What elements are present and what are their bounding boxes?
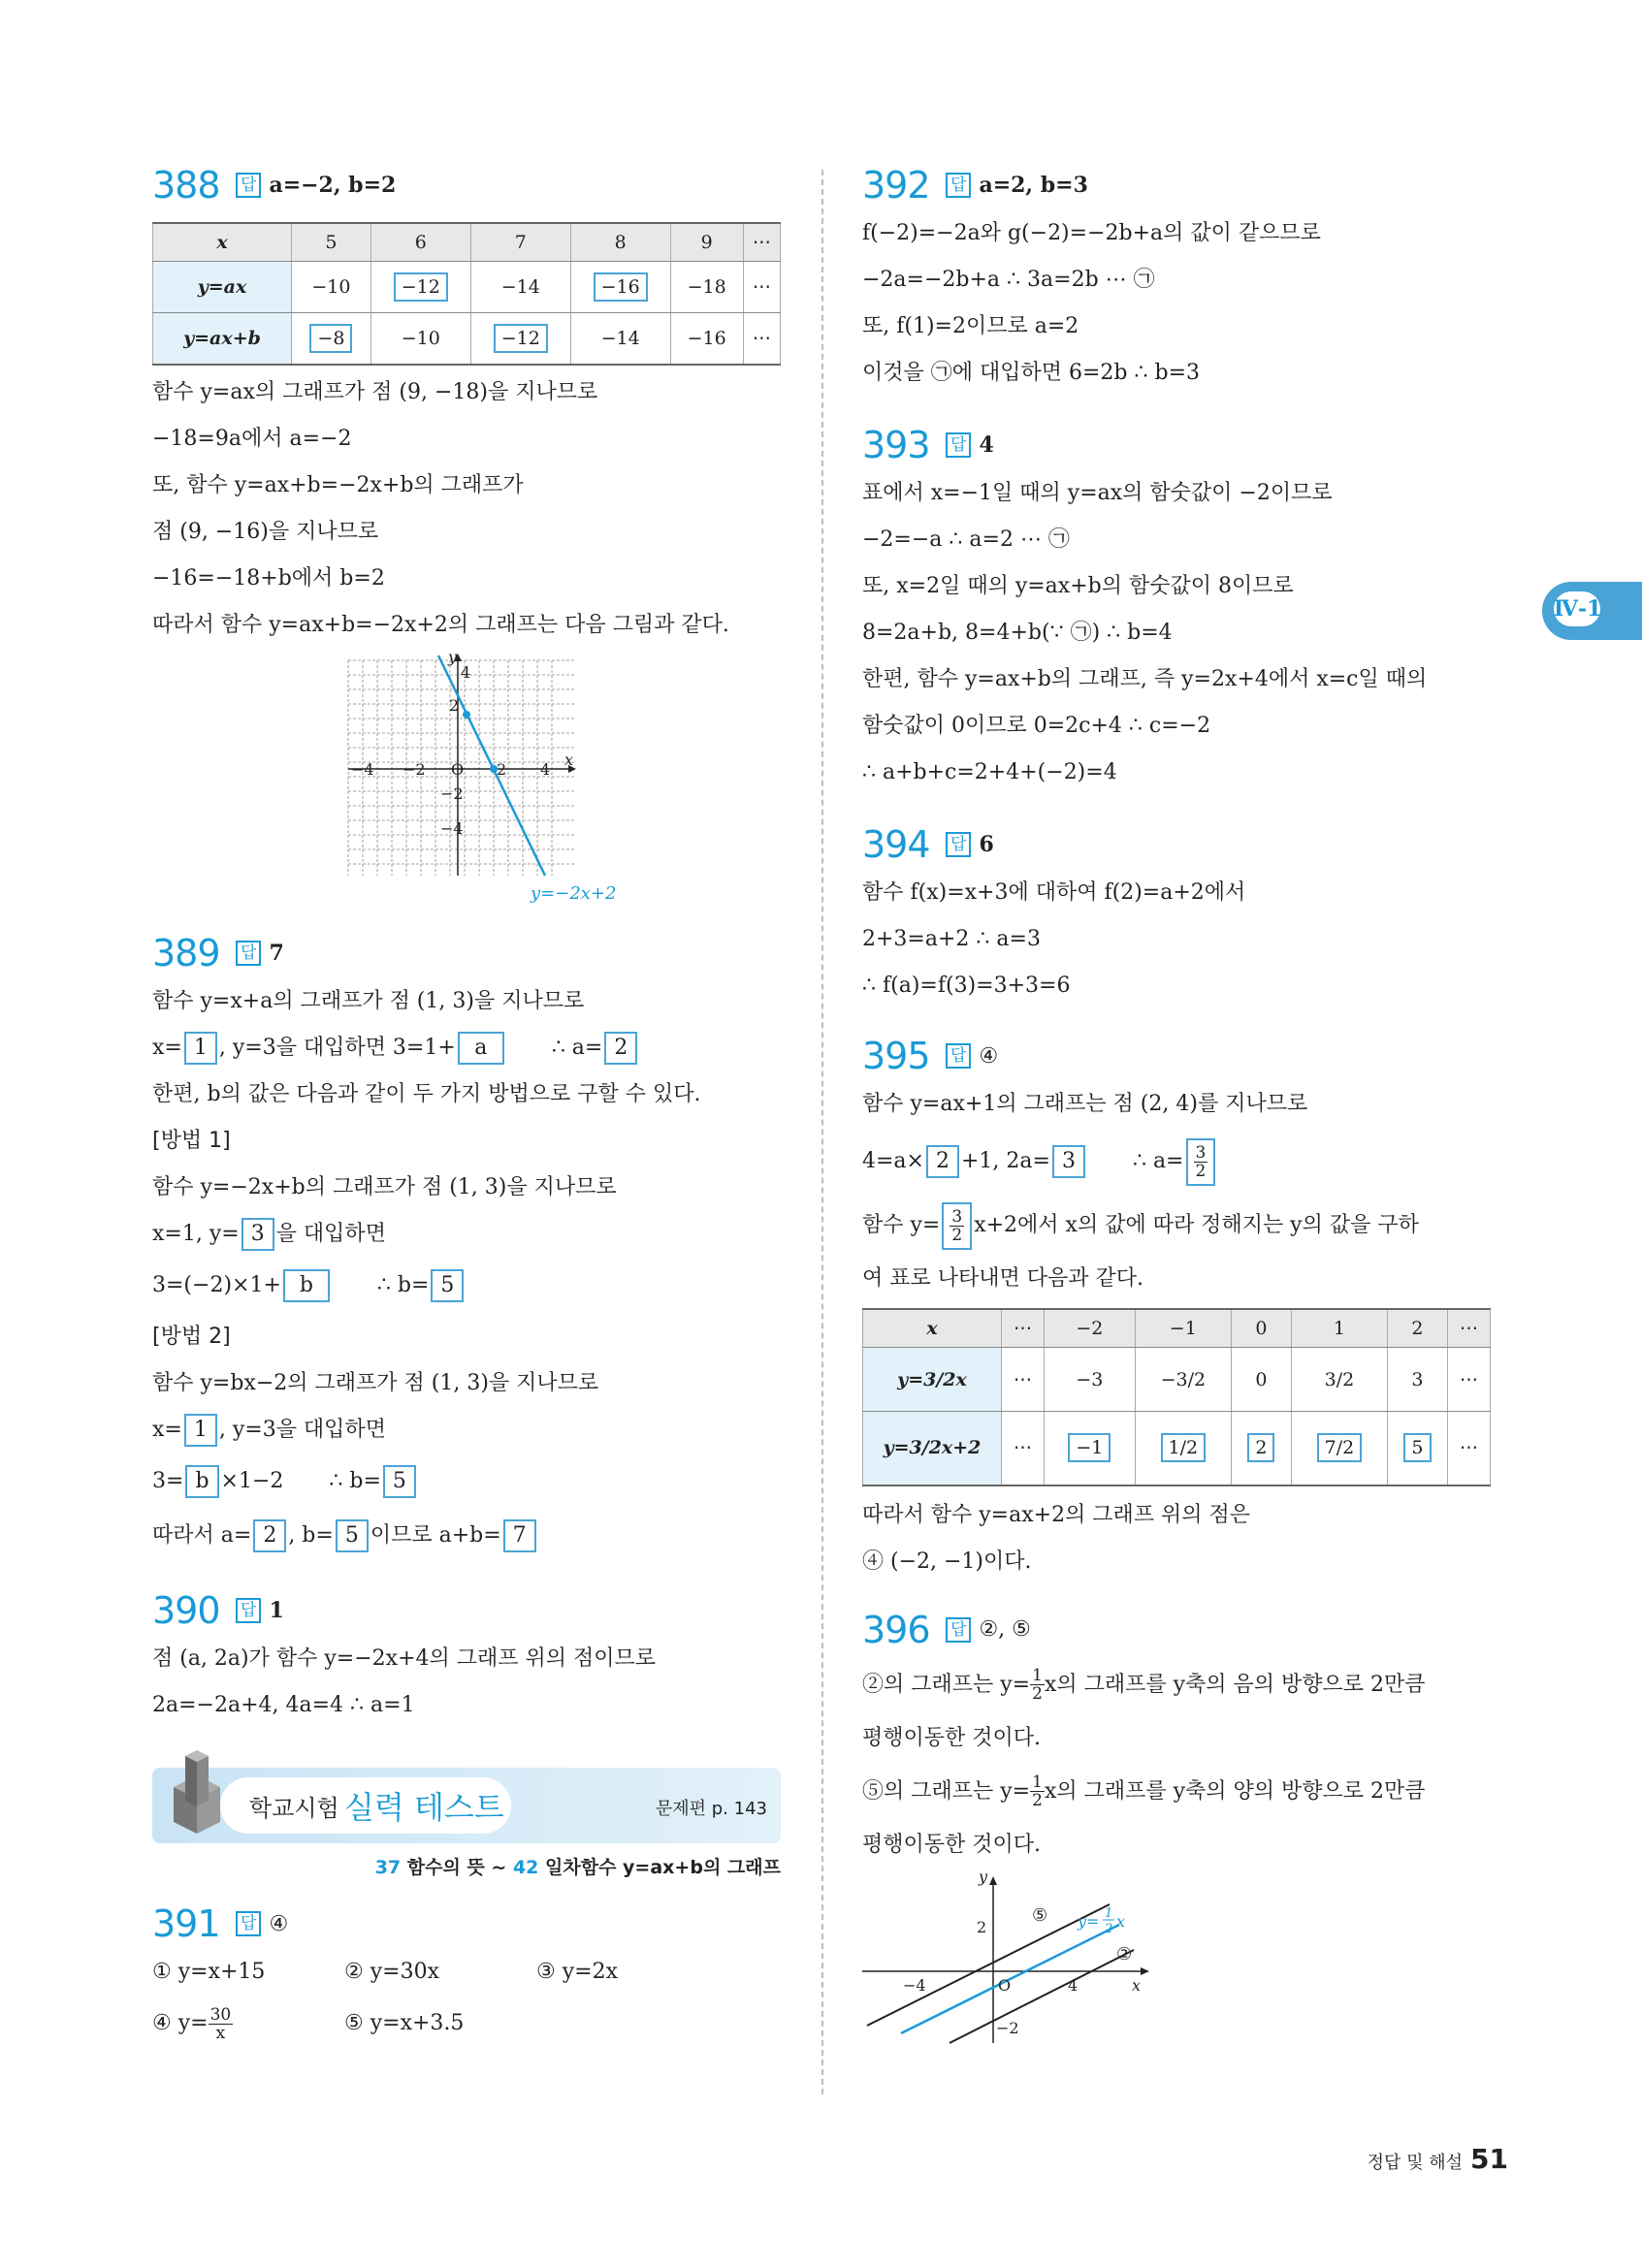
boxed-value: 7 bbox=[503, 1519, 536, 1552]
answer-text: ④ bbox=[979, 1043, 999, 1069]
fraction bbox=[1194, 1144, 1208, 1180]
svg-text:−4: −4 bbox=[351, 760, 374, 779]
denominator: x bbox=[215, 2023, 226, 2043]
numerator: 1 bbox=[1032, 1773, 1043, 1792]
svg-text:4: 4 bbox=[1068, 1975, 1079, 1995]
boxed-value: 7/2 bbox=[1317, 1433, 1363, 1462]
cell: 7 bbox=[470, 223, 570, 262]
text-line: ∴ a+b+c=2+4+(−2)=4 bbox=[862, 760, 1117, 784]
table-395 bbox=[862, 1308, 1491, 1486]
option bbox=[152, 1996, 344, 2052]
numerator: 30 bbox=[209, 2004, 232, 2025]
text: ×1−2 bbox=[220, 1469, 284, 1493]
text: ②의 그래프는 y= bbox=[862, 1672, 1031, 1697]
text: x+2에서 x의 값에 따라 정해지는 y의 값을 구하 bbox=[974, 1213, 1419, 1237]
svg-text:②: ② bbox=[1116, 1943, 1133, 1965]
text: ④ y= bbox=[152, 2011, 209, 2035]
problem-number: 393 bbox=[862, 424, 930, 466]
problem-390-header bbox=[152, 1585, 781, 1636]
cell bbox=[470, 313, 570, 366]
option: ② y=30x bbox=[344, 1960, 439, 1984]
cell: −3 bbox=[1044, 1348, 1135, 1412]
cell: x bbox=[863, 1309, 1002, 1348]
problem-number: 394 bbox=[862, 823, 930, 866]
cell: y=ax bbox=[153, 262, 292, 313]
svg-text:−2: −2 bbox=[996, 2018, 1019, 2037]
text: ∴ a= bbox=[1132, 1149, 1184, 1173]
cell: 3/2 bbox=[1291, 1348, 1387, 1412]
text: 따라서 a= bbox=[152, 1523, 252, 1548]
cell: −18 bbox=[670, 262, 743, 313]
table-row bbox=[153, 262, 781, 313]
cell: −16 bbox=[670, 313, 743, 366]
svg-text:x: x bbox=[1132, 1975, 1142, 1995]
text-line: −18=9a에서 a=−2 bbox=[152, 427, 352, 451]
text-line: 함수 y=−2x+b의 그래프가 점 (1, 3)을 지나므로 bbox=[152, 1175, 617, 1199]
text-line: 함수 y=ax의 그래프가 점 (9, −18)을 지나므로 bbox=[152, 380, 598, 404]
table-row bbox=[863, 1348, 1491, 1412]
text-line: 함수 y=bx−2의 그래프가 점 (1, 3)을 지나므로 bbox=[152, 1371, 599, 1395]
problem-392-header bbox=[862, 160, 1491, 210]
cell: ⋯ bbox=[743, 223, 780, 262]
cell: −3/2 bbox=[1135, 1348, 1231, 1412]
svg-text:2: 2 bbox=[1105, 1921, 1113, 1936]
svg-text:y: y bbox=[448, 651, 458, 666]
text-line: 또, f(1)=2이므로 a=2 bbox=[862, 314, 1079, 338]
boxed-value: 5 bbox=[1403, 1433, 1431, 1462]
cell bbox=[1044, 1412, 1135, 1485]
answer-badge: 답 bbox=[236, 173, 261, 198]
axis-labels bbox=[903, 1870, 1141, 2037]
cell: ⋯ bbox=[1002, 1309, 1045, 1348]
text: ∴ b= bbox=[376, 1273, 430, 1297]
subtitle-text: 일차함수 y=ax+b의 그래프 bbox=[538, 1857, 781, 1878]
text-line: 2+3=a+2 ∴ a=3 bbox=[862, 927, 1041, 951]
text-line: 따라서 함수 y=ax+2의 그래프 위의 점은 bbox=[862, 1502, 1251, 1527]
subtitle-num: 37 bbox=[374, 1857, 402, 1878]
svg-text:2: 2 bbox=[497, 760, 507, 779]
cell: 3 bbox=[1387, 1348, 1447, 1412]
answer-text: a=2, b=3 bbox=[979, 173, 1088, 198]
method-label: [방법 2] bbox=[152, 1325, 231, 1349]
boxed-value: a bbox=[458, 1032, 504, 1065]
problem-389-header bbox=[152, 928, 781, 978]
text-line: ∴ f(a)=f(3)=3+3=6 bbox=[862, 974, 1071, 998]
boxed-value: b bbox=[283, 1269, 330, 1302]
cell: −14 bbox=[570, 313, 670, 366]
svg-text:O: O bbox=[998, 1975, 1012, 1995]
fraction bbox=[1030, 1667, 1045, 1703]
text-line: 한편, b의 값은 다음과 같이 두 가지 방법으로 구할 수 있다. bbox=[152, 1082, 701, 1106]
numerator: 3 bbox=[951, 1206, 963, 1227]
answer-badge: 답 bbox=[946, 1043, 971, 1069]
cell: −10 bbox=[292, 262, 371, 313]
method-label: [방법 1] bbox=[152, 1129, 231, 1153]
text: , y=3을 대입하면 3=1+ bbox=[218, 1036, 456, 1060]
problem-number: 396 bbox=[862, 1608, 930, 1651]
problem-number: 388 bbox=[152, 164, 220, 207]
cell: 5 bbox=[292, 223, 371, 262]
cell: 1 bbox=[1291, 1309, 1387, 1348]
cell: x bbox=[153, 223, 292, 262]
option: ⑤ y=x+3.5 bbox=[344, 2011, 465, 2035]
svg-text:−4: −4 bbox=[903, 1975, 926, 1995]
text: 함수 y= bbox=[862, 1213, 941, 1237]
axis-labels bbox=[351, 651, 573, 838]
text-line bbox=[152, 1258, 781, 1314]
problem-number: 390 bbox=[152, 1589, 220, 1632]
cell bbox=[370, 262, 470, 313]
denominator: 2 bbox=[1032, 1684, 1043, 1704]
problem-number: 395 bbox=[862, 1035, 930, 1077]
text-line: 함수 y=ax+1의 그래프는 점 (2, 4)를 지나므로 bbox=[862, 1092, 1308, 1116]
text-line: f(−2)=−2a와 g(−2)=−2b+a의 값이 같으므로 bbox=[862, 221, 1321, 245]
graph-396 bbox=[862, 1870, 1182, 2045]
problem-396-header bbox=[862, 1605, 1491, 1655]
text-line bbox=[862, 1655, 1491, 1715]
text: 이므로 a+b= bbox=[370, 1523, 501, 1548]
cell bbox=[1387, 1412, 1447, 1485]
text: ∴ b= bbox=[329, 1469, 381, 1493]
text: x의 그래프를 y축의 양의 방향으로 2만큼 bbox=[1044, 1778, 1426, 1804]
text-line: 이것을 ㉠에 대입하면 6=2b ∴ b=3 bbox=[862, 361, 1201, 385]
boxed-value: −12 bbox=[494, 324, 548, 353]
table-header-row bbox=[153, 223, 781, 262]
cell: y=ax+b bbox=[153, 313, 292, 366]
text-line: 8=2a+b, 8=4+b(∵ ㉠) ∴ b=4 bbox=[862, 621, 1173, 645]
footer-text: 정답 및 해설 bbox=[1367, 2153, 1464, 2173]
boxed-value: 2 bbox=[1247, 1433, 1274, 1462]
svg-text:⑤: ⑤ bbox=[1032, 1904, 1048, 1926]
boxed-value: 2 bbox=[253, 1519, 286, 1552]
boxed-value: b bbox=[185, 1465, 218, 1498]
cell: y=3/2x+2 bbox=[863, 1412, 1002, 1485]
text-line: 평행이동한 것이다. bbox=[862, 1832, 1042, 1857]
svg-text:4: 4 bbox=[540, 760, 551, 779]
cell: 9 bbox=[670, 223, 743, 262]
cell: 0 bbox=[1231, 1348, 1291, 1412]
text: ⑤의 그래프는 y= bbox=[862, 1778, 1031, 1804]
svg-text:4: 4 bbox=[461, 663, 471, 682]
boxed-value: 2 bbox=[926, 1145, 959, 1178]
text: 3=(−2)×1+ bbox=[152, 1273, 281, 1297]
problem-395-header bbox=[862, 1031, 1491, 1081]
svg-text:x: x bbox=[564, 751, 574, 769]
answer-badge: 답 bbox=[946, 1617, 971, 1643]
text-line: −2=−a ∴ a=2 ⋯ ㉠ bbox=[862, 527, 1070, 552]
boxed-value: 2 bbox=[604, 1032, 637, 1065]
answer-text: 6 bbox=[979, 832, 994, 857]
cell: −2 bbox=[1044, 1309, 1135, 1348]
boxed-value: 1 bbox=[184, 1032, 217, 1065]
cell bbox=[570, 262, 670, 313]
text-line: 함수 f(x)=x+3에 대하여 f(2)=a+2에서 bbox=[862, 880, 1246, 905]
text: x= bbox=[152, 1418, 182, 1442]
text-line: 함숫값이 0이므로 0=2c+4 ∴ c=−2 bbox=[862, 714, 1211, 738]
options-line bbox=[152, 1949, 781, 1996]
option: ③ y=2x bbox=[536, 1960, 618, 1984]
cell: ⋯ bbox=[1448, 1412, 1491, 1485]
text-line bbox=[152, 1453, 781, 1510]
boxed-value: −12 bbox=[394, 272, 448, 302]
denominator: 2 bbox=[1032, 1791, 1043, 1810]
table-row bbox=[153, 313, 781, 366]
svg-text:−2: −2 bbox=[440, 784, 464, 803]
cell: 8 bbox=[570, 223, 670, 262]
answer-badge: 답 bbox=[236, 1598, 261, 1623]
answer-badge: 답 bbox=[946, 173, 971, 198]
chapter-tab-label: Ⅳ-1 bbox=[1554, 591, 1600, 626]
section-subtitle bbox=[152, 1853, 781, 1879]
text: , y=3을 대입하면 bbox=[218, 1418, 386, 1442]
boxed-value: −8 bbox=[309, 324, 352, 353]
answer-text: ②, ⑤ bbox=[979, 1617, 1031, 1642]
cell bbox=[292, 313, 371, 366]
svg-text:−4: −4 bbox=[440, 819, 464, 838]
text-line: ④ (−2, −1)이다. bbox=[862, 1549, 1032, 1574]
cell: ⋯ bbox=[1002, 1412, 1045, 1485]
problem-391-header bbox=[152, 1899, 781, 1949]
x-arrow-icon bbox=[1141, 1967, 1149, 1975]
cell bbox=[1135, 1412, 1231, 1485]
subtitle-text: 함수의 뜻 ~ bbox=[401, 1857, 513, 1878]
text-line: 또, 함수 y=ax+b=−2x+b의 그래프가 bbox=[152, 473, 524, 497]
cell: −1 bbox=[1135, 1309, 1231, 1348]
svg-text:O: O bbox=[451, 760, 465, 779]
cell: −14 bbox=[470, 262, 570, 313]
answer-badge: 답 bbox=[236, 1911, 261, 1936]
cell bbox=[1231, 1412, 1291, 1485]
answer-text: a=−2, b=2 bbox=[269, 173, 397, 198]
numerator: 1 bbox=[1032, 1666, 1043, 1685]
page-number: 51 bbox=[1470, 2143, 1508, 2175]
answer-badge: 답 bbox=[946, 432, 971, 458]
cell: ⋯ bbox=[743, 262, 780, 313]
cell: −10 bbox=[370, 313, 470, 366]
blue-line-label bbox=[1077, 1906, 1125, 1936]
text-line bbox=[862, 1196, 1491, 1256]
text: ∴ a= bbox=[551, 1036, 603, 1060]
cell: ⋯ bbox=[1002, 1348, 1045, 1412]
svg-text:y: y bbox=[979, 1869, 988, 1886]
subtitle-num: 42 bbox=[512, 1857, 539, 1878]
text-line: −16=−18+b에서 b=2 bbox=[152, 566, 385, 591]
banner-title: 실력 테스트 bbox=[344, 1789, 504, 1826]
answer-text: 1 bbox=[269, 1598, 284, 1623]
right-column bbox=[862, 160, 1491, 2045]
boxed-value: 3 bbox=[1052, 1145, 1085, 1178]
banner-label: 학교시험 bbox=[249, 1795, 339, 1822]
answer-text: 7 bbox=[269, 941, 284, 966]
graph-388 bbox=[152, 651, 781, 903]
boxed-value: 1 bbox=[184, 1414, 217, 1447]
cell: 2 bbox=[1387, 1309, 1447, 1348]
text-line: −2a=−2b+a ∴ 3a=2b ⋯ ㉠ bbox=[862, 268, 1155, 292]
denominator: 2 bbox=[1195, 1161, 1207, 1181]
boxed-value: −1 bbox=[1068, 1433, 1111, 1462]
text: x= bbox=[152, 1036, 182, 1060]
text: 을 대입하면 bbox=[275, 1222, 386, 1246]
text-line: 또, x=2일 때의 y=ax+b의 함숫값이 8이므로 bbox=[862, 574, 1294, 598]
line-label: y=−2x+2 bbox=[531, 883, 617, 903]
building-icon bbox=[164, 1748, 220, 1836]
svg-text:2: 2 bbox=[977, 1917, 987, 1936]
boxed-value: 5 bbox=[431, 1269, 464, 1302]
text: 4=a× bbox=[862, 1149, 924, 1173]
fraction bbox=[209, 2006, 234, 2042]
problem-388-header bbox=[152, 160, 781, 210]
boxed-value: 1/2 bbox=[1161, 1433, 1207, 1462]
options-line bbox=[152, 1996, 781, 2052]
cell: ⋯ bbox=[743, 313, 780, 366]
answer-badge: 답 bbox=[236, 941, 261, 966]
banner-page-ref: 문제편 p. 143 bbox=[655, 1799, 767, 1819]
text-line: 함수 y=x+a의 그래프가 점 (1, 3)을 지나므로 bbox=[152, 989, 585, 1013]
text-line: 점 (9, −16)을 지나므로 bbox=[152, 520, 379, 544]
text-line bbox=[862, 1762, 1491, 1822]
text-line bbox=[152, 1407, 781, 1453]
text-line bbox=[862, 1128, 1491, 1196]
left-column bbox=[152, 160, 781, 2052]
boxed-value: 3 bbox=[241, 1218, 274, 1251]
y-arrow-icon bbox=[989, 1876, 997, 1885]
text: x의 그래프를 y축의 음의 방향으로 2만큼 bbox=[1044, 1672, 1426, 1697]
point-0-2 bbox=[463, 711, 470, 719]
table-388 bbox=[152, 222, 781, 366]
fraction bbox=[1030, 1773, 1045, 1809]
section-banner bbox=[152, 1768, 781, 1843]
text: 3= bbox=[152, 1469, 184, 1493]
answer-text: 4 bbox=[979, 432, 994, 458]
text-line: 점 (a, 2a)가 함수 y=−2x+4의 그래프 위의 점이므로 bbox=[152, 1646, 657, 1671]
svg-text:1: 1 bbox=[1105, 1905, 1113, 1921]
table-header-row bbox=[863, 1309, 1491, 1348]
text-line: 표에서 x=−1일 때의 y=ax의 함숫값이 −2이므로 bbox=[862, 481, 1333, 505]
boxed-fraction bbox=[1186, 1138, 1216, 1186]
text: x=1, y= bbox=[152, 1222, 240, 1246]
numerator: 3 bbox=[1195, 1142, 1207, 1163]
column-divider bbox=[821, 170, 823, 2094]
boxed-fraction bbox=[942, 1202, 972, 1250]
fraction bbox=[950, 1208, 964, 1244]
problem-number: 391 bbox=[152, 1902, 220, 1945]
problem-394-header bbox=[862, 819, 1491, 870]
answer-text: ④ bbox=[269, 1911, 289, 1936]
text-line: 따라서 함수 y=ax+b=−2x+2의 그래프는 다음 그림과 같다. bbox=[152, 613, 729, 637]
text-line: 여 표로 나타내면 다음과 같다. bbox=[862, 1266, 1143, 1291]
text-line bbox=[152, 1211, 781, 1258]
answer-badge: 답 bbox=[946, 832, 971, 857]
svg-text:2: 2 bbox=[449, 696, 460, 715]
problem-number: 392 bbox=[862, 164, 930, 207]
text-line bbox=[152, 1025, 781, 1071]
line-5 bbox=[867, 1904, 1113, 2026]
svg-text:x: x bbox=[1116, 1911, 1126, 1931]
boxed-value: 5 bbox=[336, 1519, 369, 1552]
text-line bbox=[152, 1510, 781, 1562]
cell: y=3/2x bbox=[863, 1348, 1002, 1412]
text-line: 한편, 함수 y=ax+b의 그래프, 즉 y=2x+4에서 x=c일 때의 bbox=[862, 667, 1428, 691]
text-line: 2a=−2a+4, 4a=4 ∴ a=1 bbox=[152, 1693, 415, 1717]
chapter-tab bbox=[1542, 582, 1642, 640]
text: +1, 2a= bbox=[960, 1149, 1050, 1173]
cell: ⋯ bbox=[1448, 1348, 1491, 1412]
text-line: 평행이동한 것이다. bbox=[862, 1725, 1042, 1750]
cell: ⋯ bbox=[1448, 1309, 1491, 1348]
problem-393-header bbox=[862, 420, 1491, 470]
svg-text:−2: −2 bbox=[402, 760, 426, 779]
boxed-value: 5 bbox=[383, 1465, 416, 1498]
cell bbox=[1291, 1412, 1387, 1485]
problem-number: 389 bbox=[152, 932, 220, 974]
table-row bbox=[863, 1412, 1491, 1485]
option: ① y=x+15 bbox=[152, 1960, 266, 1984]
cell: 0 bbox=[1231, 1309, 1291, 1348]
boxed-value: −16 bbox=[594, 272, 648, 302]
denominator: 2 bbox=[951, 1225, 963, 1245]
text: , b= bbox=[288, 1523, 334, 1548]
page-footer bbox=[1368, 2143, 1508, 2175]
cell: 6 bbox=[370, 223, 470, 262]
svg-text:y=: y= bbox=[1078, 1911, 1100, 1931]
